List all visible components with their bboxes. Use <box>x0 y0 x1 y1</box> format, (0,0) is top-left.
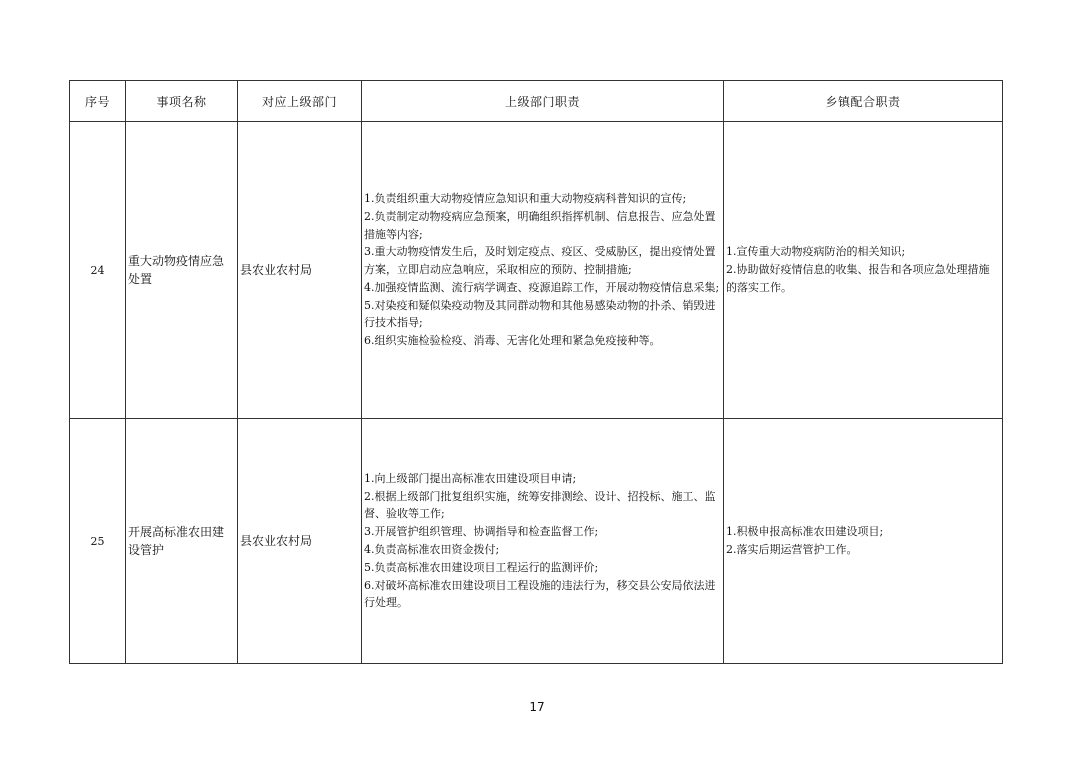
duty-line: 2.负责制定动物疫病应急预案，明确组织指挥机制、信息报告、应急处置措施等内容; <box>364 209 716 241</box>
header-item-name: 事项名称 <box>126 81 238 122</box>
table-row <box>70 122 1003 419</box>
duty-line: 1.向上级部门提出高标准农田建设项目申请; <box>364 471 577 485</box>
duty-line: 6.组织实施检验检疫、消毒、无害化处理和紧急免疫接种等。 <box>364 334 661 348</box>
row-serial: 24 <box>70 122 126 419</box>
town-duty-line: 1.宣传重大动物疫病防治的相关知识; <box>726 245 906 259</box>
responsibility-table <box>69 80 1003 664</box>
header-superior-dept: 对应上级部门 <box>238 81 362 122</box>
page-number: 17 <box>529 700 545 714</box>
town-duty-line: 1.积极申报高标准农田建设项目; <box>726 525 884 539</box>
row-superior-duties <box>362 122 724 419</box>
table-header-row <box>70 81 1003 122</box>
row-serial: 25 <box>70 419 126 664</box>
duty-line: 6.对破坏高标准农田建设项目工程设施的违法行为，移交县公安局依法进行处理。 <box>364 578 716 610</box>
row-item-name: 重大动物疫情应急处置 <box>126 122 238 419</box>
table-row <box>70 419 1003 664</box>
header-superior-duties: 上级部门职责 <box>362 81 724 122</box>
header-serial: 序号 <box>70 81 126 122</box>
row-superior-dept: 县农业农村局 <box>238 419 362 664</box>
duty-line: 3.重大动物疫情发生后，及时划定疫点、疫区、受威胁区，提出疫情处置方案，立即启动应急响应，采取相应的预防、控制措施; <box>364 245 716 277</box>
row-town-duties <box>724 122 1003 419</box>
town-duty-line: 2.协助做好疫情信息的收集、报告和各项应急处理措施的落实工作。 <box>726 263 990 294</box>
header-town-duties: 乡镇配合职责 <box>724 81 1003 122</box>
row-town-duties <box>724 419 1003 664</box>
duty-line: 4.加强疫情监测、流行病学调查、疫源追踪工作，开展动物疫情信息采集; <box>364 280 720 294</box>
duty-line: 2.根据上级部门批复组织实施，统筹安排测绘、设计、招投标、施工、监督、验收等工作; <box>364 489 716 521</box>
duty-line: 1.负责组织重大动物疫情应急知识和重大动物疫病科普知识的宣传; <box>364 191 687 205</box>
row-superior-dept: 县农业农村局 <box>238 122 362 419</box>
duty-line: 3.开展管护组织管理、协调指导和检查监督工作; <box>364 525 599 539</box>
duty-line: 4.负责高标准农田资金拨付; <box>364 543 500 556</box>
duty-line: 5.负责高标准农田建设项目工程运行的监测评价; <box>364 560 599 574</box>
row-superior-duties <box>362 419 724 664</box>
duty-line: 5.对染疫和疑似染疫动物及其同群动物和其他易感染动物的扑杀、销毁进行技术指导; <box>364 298 716 330</box>
row-item-name: 开展高标准农田建设管护 <box>126 419 238 664</box>
town-duty-line: 2.落实后期运营管护工作。 <box>726 543 858 556</box>
